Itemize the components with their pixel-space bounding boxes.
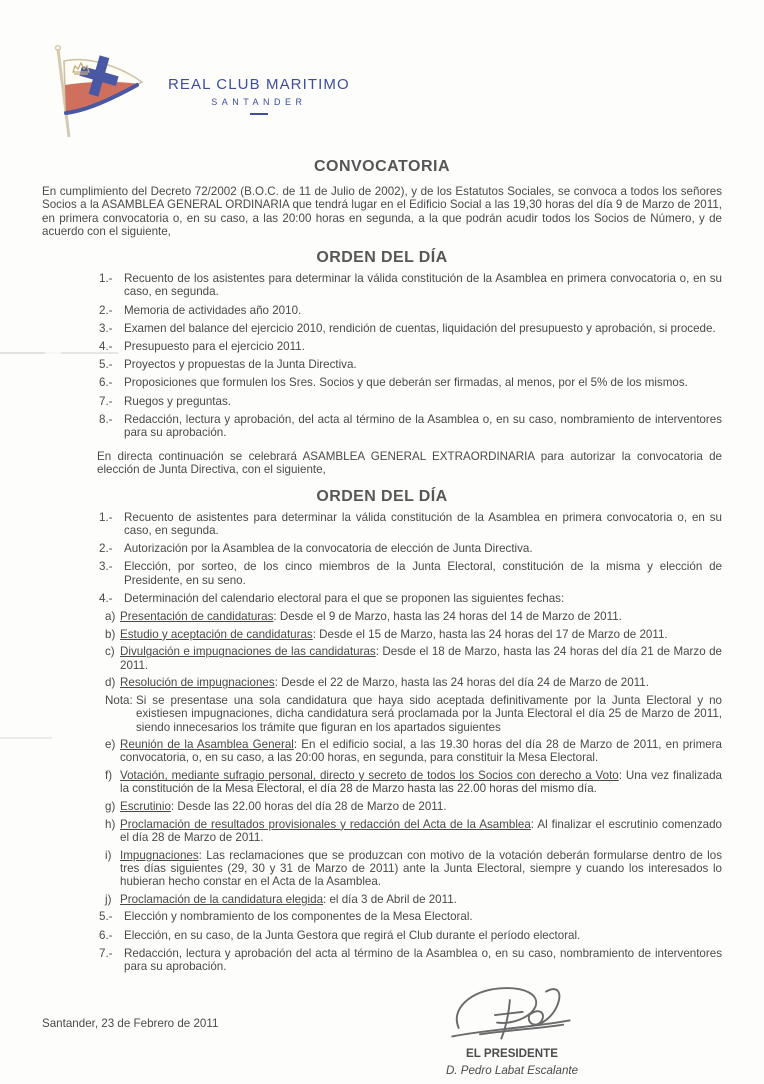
handwritten-signature-icon: [448, 983, 576, 1045]
item-label: Impugnaciones: [120, 848, 199, 862]
item-number: 7.-: [99, 394, 113, 408]
agenda-item: [99, 340, 722, 353]
calendar-item: [105, 610, 722, 623]
item-number: 6.-: [99, 376, 113, 390]
signer-role: EL PRESIDENTE: [466, 1047, 558, 1061]
item-number: 5.-: [99, 358, 113, 372]
item-label: Votación, mediante sufragio personal, directo y secreto de todos los Socios con derecho a Voto: [120, 769, 619, 783]
item-text: : Desde el 15 de Marzo, hasta las 24 horas del 17 de Marzo de 2011.: [312, 627, 668, 641]
agenda-item: [99, 542, 722, 555]
item-text: Presupuesto para el ejercicio 2011.: [124, 340, 305, 354]
calendar-item: [105, 676, 722, 689]
item-text: Ruegos y preguntas.: [124, 394, 231, 408]
agenda2-heading: ORDEN DEL DÍA: [316, 487, 448, 505]
item-text: : Desde el 18 de Marzo, hasta las 24 horas del día 21 de Marzo de 2011.: [120, 645, 722, 672]
calendar-item: [105, 818, 722, 844]
agenda-item: [99, 511, 722, 537]
agenda-item: [99, 947, 722, 973]
club-wordmark: [168, 42, 350, 115]
item-letter: e): [105, 738, 116, 752]
item-letter: f): [105, 769, 113, 783]
item-number: 4.-: [99, 591, 113, 605]
nota-label: Nota:: [105, 694, 133, 708]
item-label: Divulgación e impugnaciones de las candidaturas: [120, 645, 376, 659]
item-letter: b): [105, 627, 116, 641]
item-letter: a): [105, 610, 116, 624]
agenda-item: [99, 272, 722, 298]
electoral-calendar-list: [105, 610, 722, 906]
item-number: 2.-: [99, 303, 113, 317]
item-number: 1.-: [99, 272, 113, 286]
item-text: : Desde el 9 de Marzo, hasta las 24 horas del 14 de Marzo de 2011.: [273, 610, 622, 624]
calendar-item: [105, 769, 722, 795]
club-name: REAL CLUB MARITIMO: [168, 76, 350, 93]
item-text: : Una vez finalizada la constitución de la Mesa Electoral, el día 28 de Marzo hasta las 22.00 horas del mismo día.: [120, 769, 722, 796]
calendar-item: [105, 849, 722, 889]
item-text: : En el edificio social, a las 19.30 horas del día 28 de Marzo de 2011, en primera convocatoria, o, en su caso, a las 20:00 horas, en segunda, para constituir la Mesa Electoral.: [120, 738, 722, 765]
item-label: Presentación de candidaturas: [120, 610, 274, 624]
signature-block: [407, 983, 617, 1077]
agenda-item: [99, 413, 722, 439]
agenda-item: [99, 395, 722, 408]
item-number: 8.-: [99, 412, 113, 426]
item-letter: i): [105, 848, 112, 862]
item-text: Autorización por la Asamblea de la convocatoria de elección de Junta Directiva.: [124, 542, 533, 556]
calendar-item: [105, 645, 722, 671]
letterhead: [36, 42, 350, 140]
item-number: 3.-: [99, 560, 113, 574]
agenda-item: [99, 358, 722, 371]
item-text: Elección, en su caso, de la Junta Gestora que regirá el Club durante el período electoral.: [124, 928, 581, 942]
calendar-item: [105, 800, 722, 813]
agenda2-list: [99, 511, 722, 973]
item-label: Resolución de impugnaciones: [120, 676, 275, 690]
item-text: Proposiciones que formulen los Sres. Socios y que deberán ser firmadas, al menos, por el 5% de los mismos.: [124, 376, 688, 390]
calendar-item: [105, 628, 722, 641]
agenda1-heading: ORDEN DEL DÍA: [316, 249, 448, 267]
club-pennant-flag-icon: [36, 42, 154, 140]
document-body: [0, 160, 764, 1078]
agenda-item: [99, 592, 722, 605]
calendar-item: [105, 738, 722, 764]
agenda-item: [99, 929, 722, 942]
agenda-item: [99, 376, 722, 389]
item-number: 3.-: [99, 321, 113, 335]
agenda1-list: [99, 272, 722, 439]
item-text: : Desde el 22 de Marzo, hasta las 24 horas del día 24 de Marzo de 2011.: [274, 676, 649, 690]
agenda-item: [99, 910, 722, 923]
item-text: : Al finalizar el escrutinio comenzado el día 28 de Marzo de 2011.: [120, 817, 723, 844]
item-text: : Desde las 22.00 horas del día 28 de Marzo de 2011.: [170, 800, 447, 814]
item-text: Examen del balance del ejercicio 2010, rendición de cuentas, liquidación del presupuesto y aprobación, si procede.: [124, 321, 716, 335]
document-title: CONVOCATORIA: [313, 158, 451, 175]
item-number: 6.-: [99, 928, 113, 942]
brand-dash-rule: [250, 113, 268, 115]
item-label: Proclamación de la candidatura elegida: [120, 892, 324, 906]
item-label: Estudio y aceptación de candidaturas: [120, 627, 313, 641]
calendar-item: [105, 893, 722, 906]
item-number: 7.-: [99, 946, 113, 960]
item-text: Memoria de actividades año 2010.: [124, 303, 302, 317]
nota-paragraph: [105, 694, 722, 734]
nota-text: Si se presentase una sola candidatura que haya sido aceptada definitivamente por la Junta Electoral y no existiesen impugnaciones, dicha candidatura será proclamada por la Junta Electoral el día 25 de Marzo de 2011, siendo innecesarios los trámite que figuran en los apartados siguientes: [136, 694, 722, 734]
item-text: Redacción, lectura y aprobación, del acta al término de la Asamblea o, en su caso, nombramiento de interventores para su aprobación.: [124, 412, 722, 440]
item-text: Elección, por sorteo, de los cinco miembros de la Junta Electoral, constitución de la misma y elección de Presidente, en su seno.: [124, 560, 722, 587]
item-number: 4.-: [99, 340, 113, 354]
item-text: Determinación del calendario electoral para el que se proponen las siguientes fechas:: [124, 591, 565, 605]
agenda-item: [99, 560, 722, 586]
item-number: 1.-: [99, 510, 113, 524]
item-label: Escrutinio: [120, 800, 171, 814]
item-letter: h): [105, 817, 116, 831]
club-city: SANTANDER: [211, 97, 307, 107]
item-number: 2.-: [99, 542, 113, 556]
item-text: Redacción, lectura y aprobación del acta al término de la Asamblea o, en su caso, nombramiento de interventores para su aprobación.: [124, 946, 722, 974]
agenda-item: [99, 322, 722, 335]
item-text: : el día 3 de Abril de 2011.: [323, 892, 457, 906]
item-number: 5.-: [99, 910, 113, 924]
item-text: Recuento de asistentes para determinar la válida constitución de la Asamblea en primera convocatoria o, en su caso, en segunda.: [124, 510, 722, 538]
item-text: Proyectos y propuestas de la Junta Directiva.: [124, 358, 357, 372]
item-letter: j): [105, 892, 112, 906]
bridge-paragraph: En directa continuación se celebrará ASAMBLEA GENERAL EXTRAORDINARIA para autorizar la convocatoria de elección de Junta Directiva, con el siguiente,: [97, 450, 722, 477]
item-text: Recuento de los asistentes para determinar la válida constitución de la Asamblea en primera convocatoria o, en su caso, en segunda.: [124, 272, 722, 299]
signer-name: D. Pedro Labat Escalante: [445, 1064, 579, 1078]
intro-paragraph: En cumplimiento del Decreto 72/2002 (B.O.C. de 11 de Julio de 2002), y de los Estatutos Sociales, se convoca a todos los señores Socios a la ASAMBLEA GENERAL ORDINARIA que tendrá lugar en el Edificio Social a las 19,30 horas del día 9 de Marzo de 2011, en primera convocatoria o, en su caso, a las 20:00 horas en segunda, a la que podrán acudir todos los Socios de Número, y de acuerdo con el siguiente,: [42, 185, 722, 238]
item-label: Reunión de la Asamblea General: [120, 738, 294, 752]
item-text: Elección y nombramiento de los componentes de la Mesa Electoral.: [124, 910, 473, 924]
item-letter: d): [105, 676, 116, 690]
date-place-line: Santander, 23 de Febrero de 2011: [42, 1017, 219, 1031]
item-letter: c): [105, 645, 115, 659]
item-letter: g): [105, 800, 116, 814]
item-label: Proclamación de resultados provisionales y redacción del Acta de la Asamblea: [120, 817, 531, 831]
letter-footer: [42, 983, 722, 1077]
agenda-item: [99, 304, 722, 317]
item-text: : Las reclamaciones que se produzcan con motivo de la votación deberán formularse dentro de los tres días siguientes (29, 30 y 31 de Marzo de 2011) ante la Junta Electoral, siempre y cuando los interesados lo hubieran hecho constar en el Acta de la Asamblea.: [120, 848, 722, 889]
